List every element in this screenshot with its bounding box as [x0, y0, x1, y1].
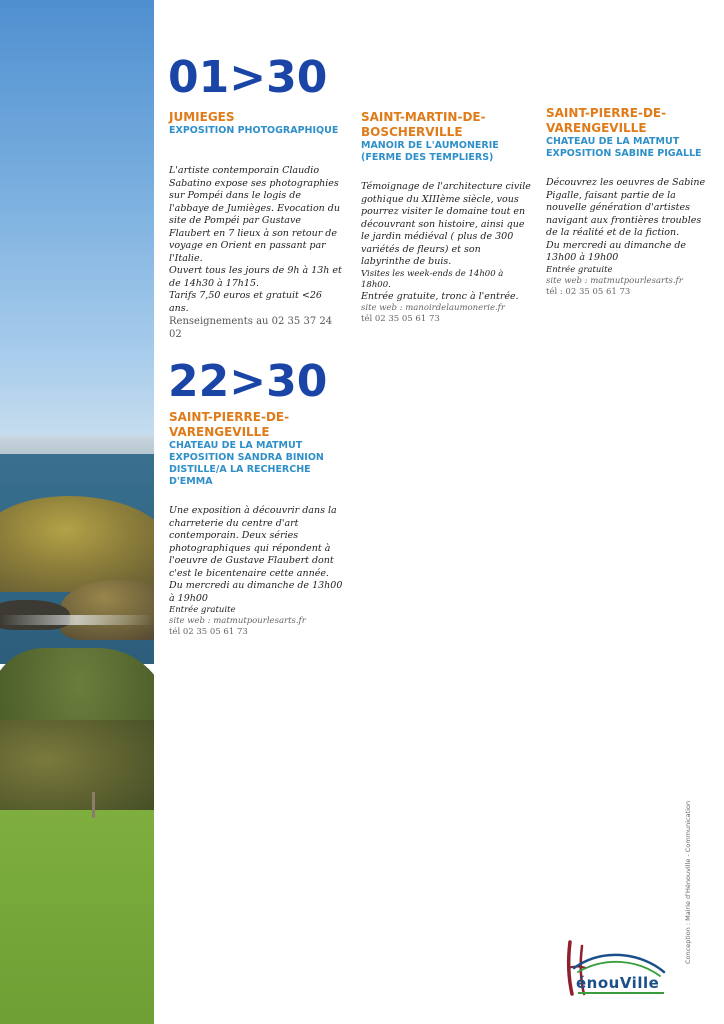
photo-rock [60, 580, 154, 640]
photo-fence-post [92, 792, 95, 818]
event-phone: tél : 02 35 05 61 73 [546, 286, 631, 297]
event-subtitle: CHATEAU DE LA MATMUT EXPOSITION SABINE PIGALLE [546, 136, 702, 159]
event-website[interactable]: site web : matmutpourlesarts.fr [546, 275, 683, 286]
event-saint-martin [361, 110, 531, 325]
event-city: SAINT-PIERRE-DE-VARENGEVILLE [169, 410, 290, 439]
event-subtitle: EXPOSITION PHOTOGRAPHIQUE [169, 125, 339, 136]
event-jumieges [169, 110, 344, 341]
event-description: Une exposition à découvrir dans la charreterie du centre d'art contemporain. Deux séries photographiques qui répondent à l'oeuvre de Gustave Flaubert dont c'est le bicentenaire cette année. [169, 505, 337, 579]
event-website[interactable]: site web : matmutpourlesarts.fr [169, 616, 306, 626]
photo-distant-coast [0, 436, 154, 454]
event-saint-pierre-pigalle [546, 106, 706, 298]
event-city: SAINT-PIERRE-DE-VARENGEVILLE [546, 106, 667, 135]
photo-rock [0, 496, 154, 592]
event-visits: Visites les week-ends de 14h00 à 18h00. [361, 268, 504, 290]
event-phone: tél 02 35 05 61 73 [361, 314, 440, 324]
event-city: SAINT-MARTIN-DE-BOSCHERVILLE [361, 110, 486, 139]
event-prices: Tarifs 7,50 euros et gratuit <26 ans. [169, 290, 322, 314]
event-saint-pierre-binion [169, 410, 344, 638]
logo-underline [578, 992, 664, 994]
event-city: JUMIEGES [169, 110, 235, 124]
event-hours: Du mercredi au dimanche de 13h00 à 19h00 [169, 580, 343, 604]
photo-field [0, 810, 154, 1024]
event-description: L'artiste contemporain Claudio Sabatino expose ses photographies sur Pompéi dans le logis de l'abbaye de Jumièges. Evocation du site de Pompéi par Gustave Flaubert en 7 lieux à son retour de voyage en Orient en passant par l'Italie. [169, 165, 341, 264]
date-range-heading: 01>30 [168, 52, 328, 103]
event-entry: Entrée gratuite [546, 264, 613, 275]
event-hours: Ouvert tous les jours de 9h à 13h et de 14h30 à 17h15. [169, 265, 342, 289]
coastal-photo [0, 0, 154, 1024]
event-hours: Du mercredi au dimanche de 13h00 à 19h00 [546, 239, 687, 263]
photo-bushes [0, 720, 154, 820]
photo-sky [0, 0, 154, 460]
design-credit: Conception : Mairie d'Hénouville - Communication [684, 800, 692, 964]
event-entry: Entrée gratuite, tronc à l'entrée. [361, 290, 519, 302]
date-range-heading: 22>30 [168, 356, 328, 407]
event-phone: tél 02 35 05 61 73 [169, 627, 248, 637]
event-website[interactable]: site web : manoirdelaumonerie.fr [361, 303, 505, 313]
logo-wordmark: énouVille [576, 974, 660, 992]
event-subtitle: MANOIR DE L'AUMONERIE (FERME DES TEMPLIERS) [361, 140, 499, 163]
henouville-logo [562, 938, 672, 998]
event-info-phone: Renseignements au 02 35 37 24 02 [169, 316, 333, 340]
event-subtitle: CHATEAU DE LA MATMUT EXPOSITION SANDRA BINION DISTILLE/A LA RECHERCHE D'EMMA [169, 440, 324, 487]
photo-foam [0, 615, 154, 625]
event-description: Témoignage de l'architecture civile gothique du XIIIème siècle, vous pourrez visiter le domaine tout en découvrant son histoire, ainsi que le jardin médiéval ( plus de 300 variétés de fleurs) et son labyrinthe de buis. [361, 181, 531, 267]
event-entry: Entrée gratuite [169, 605, 236, 615]
event-description: Découvrez les oeuvres de Sabine Pigalle, faisant partie de la nouvelle génération d'artistes navigant aux frontières troubles de la réalité et de la fiction. [546, 177, 706, 238]
